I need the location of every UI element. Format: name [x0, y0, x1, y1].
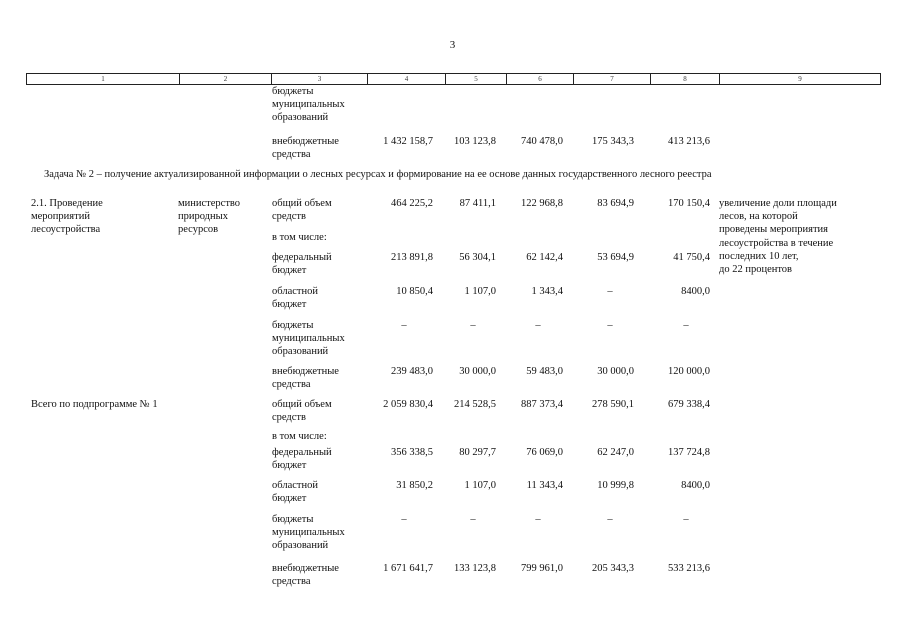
value-col5: 133 123,8: [454, 563, 496, 574]
column-number: 2: [180, 74, 272, 85]
value-col4: –: [401, 320, 407, 331]
value-col4: 1 432 158,7: [383, 136, 433, 147]
value-col8: 413 213,6: [668, 136, 710, 147]
value-col7: –: [607, 320, 613, 331]
value-col6: 1 343,4: [531, 286, 563, 297]
value-col4: 356 338,5: [391, 447, 433, 458]
value-col6: 740 478,0: [521, 136, 563, 147]
value-col4: 213 891,8: [391, 252, 433, 263]
funding-source-label: внебюджетные средства: [272, 366, 339, 391]
funding-source-label: внебюджетные средства: [272, 136, 339, 161]
value-col6: 62 142,4: [526, 252, 563, 263]
funding-source-label: в том числе:: [272, 431, 327, 442]
funding-source-label: федеральный бюджет: [272, 252, 332, 277]
value-col6: 11 343,4: [526, 480, 563, 491]
value-col7: 83 694,9: [597, 198, 634, 209]
value-col6: –: [535, 514, 541, 525]
value-col4: 464 225,2: [391, 198, 433, 209]
value-col4: 239 483,0: [391, 366, 433, 377]
value-col7: –: [607, 514, 613, 525]
value-col7: 30 000,0: [597, 366, 634, 377]
page-number: 3: [449, 39, 456, 51]
measure-name: 2.1. Проведение мероприятий лесоустройства: [31, 198, 103, 236]
column-number: 4: [368, 74, 446, 85]
value-col7: 53 694,9: [597, 252, 634, 263]
value-col4: 10 850,4: [396, 286, 433, 297]
funding-source-label: в том числе:: [272, 232, 327, 243]
funding-source-label: общий объем средств: [272, 198, 332, 223]
value-col8: 8400,0: [681, 286, 710, 297]
value-col4: –: [401, 514, 407, 525]
value-col8: 8400,0: [681, 480, 710, 491]
value-col6: 76 069,0: [526, 447, 563, 458]
value-col8: –: [683, 320, 689, 331]
column-number: 1: [27, 74, 180, 85]
column-number-header: [26, 73, 881, 85]
funding-source-label: бюджеты муниципальных образований: [272, 514, 345, 552]
column-number: 6: [507, 74, 574, 85]
funding-source-label: внебюджетные средства: [272, 563, 339, 588]
funding-source-label: бюджеты муниципальных образований: [272, 86, 345, 124]
total-label: Всего по подпрограмме № 1: [31, 399, 158, 410]
value-col5: 1 107,0: [464, 286, 496, 297]
value-col4: 2 059 830,4: [383, 399, 433, 410]
value-col6: 59 483,0: [526, 366, 563, 377]
value-col6: –: [535, 320, 541, 331]
value-col5: –: [470, 514, 476, 525]
column-number: 5: [446, 74, 507, 85]
value-col5: 103 123,8: [454, 136, 496, 147]
value-col4: 1 671 641,7: [383, 563, 433, 574]
funding-source-label: федеральный бюджет: [272, 447, 332, 472]
value-col8: –: [683, 514, 689, 525]
funding-source-label: областной бюджет: [272, 286, 318, 311]
value-col8: 170 150,4: [668, 198, 710, 209]
value-col8: 120 000,0: [668, 366, 710, 377]
funding-source-label: бюджеты муниципальных образований: [272, 320, 345, 358]
value-col5: 87 411,1: [459, 198, 496, 209]
value-col5: –: [470, 320, 476, 331]
value-col4: 31 850,2: [396, 480, 433, 491]
executor-name: министерство природных ресурсов: [178, 198, 241, 236]
value-col7: 205 343,3: [592, 563, 634, 574]
value-col5: 56 304,1: [459, 252, 496, 263]
column-number: 8: [651, 74, 720, 85]
value-col8: 137 724,8: [668, 447, 710, 458]
value-col7: 175 343,3: [592, 136, 634, 147]
value-col7: 62 247,0: [597, 447, 634, 458]
funding-source-label: общий объем средств: [272, 399, 332, 424]
column-number: 7: [574, 74, 651, 85]
column-number: 3: [272, 74, 368, 85]
funding-source-label: областной бюджет: [272, 480, 318, 505]
value-col7: 10 999,8: [597, 480, 634, 491]
value-col8: 533 213,6: [668, 563, 710, 574]
value-col5: 30 000,0: [459, 366, 496, 377]
column-number: 9: [720, 74, 881, 85]
value-col8: 679 338,4: [668, 399, 710, 410]
value-col6: 122 968,8: [521, 198, 563, 209]
value-col7: 278 590,1: [592, 399, 634, 410]
value-col5: 80 297,7: [459, 447, 496, 458]
task-heading: Задача № 2 – получение актуализированной информации о лесных ресурсах и формирование на ее основе данных государственного лесного реестра: [44, 169, 712, 180]
value-col5: 214 528,5: [454, 399, 496, 410]
value-col7: –: [607, 286, 613, 297]
value-col8: 41 750,4: [673, 252, 710, 263]
value-col6: 887 373,4: [521, 399, 563, 410]
expected-result: увеличение доли площади лесов, на которой проведены мероприятия лесоустройства в течение последних 10 лет, до 22 процентов: [719, 198, 837, 276]
value-col6: 799 961,0: [521, 563, 563, 574]
value-col5: 1 107,0: [464, 480, 496, 491]
